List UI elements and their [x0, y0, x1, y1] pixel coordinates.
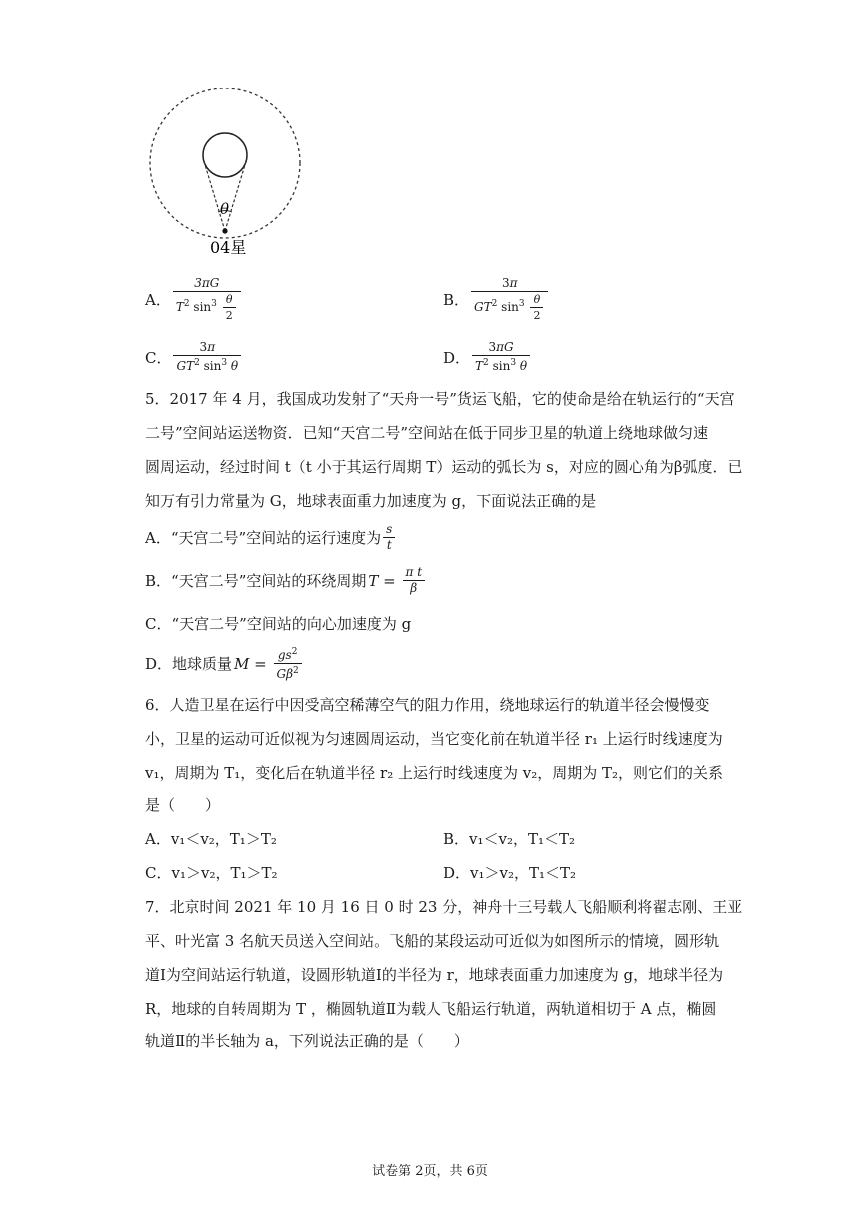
q7-line-3: 道Ⅰ为空间站运行轨道，设圆形轨道Ⅰ的半径为 r，地球表面重力加速度为 g，地球半径为	[145, 966, 724, 984]
q7-line-1: 7．北京时间 2021 年 10 月 16 日 0 时 23 分，神舟十三号载人飞船顺利将翟志刚、王亚	[145, 898, 743, 916]
q5-line-4: 知万有引力常量为 G，地球表面重力加速度为 g，下面说法正确的是	[145, 492, 597, 510]
planet-circle	[203, 133, 247, 177]
q7-line-5: 轨道Ⅱ的半长轴为 a，下列说法正确的是（ ）	[145, 1032, 469, 1050]
q6-line-4: 是（ ）	[145, 796, 221, 814]
tangent-line-left	[203, 158, 225, 231]
q5-option-b[interactable]: B．“天宫二号”空间站的环绕周期 T = $\frac{\text{π t}}{\beta}$	[145, 565, 427, 596]
orbit-figure	[140, 88, 310, 263]
q4-a-fraction: 3πG $T^2$ $\sin^3$ $\frac{\theta}{2}$	[173, 276, 241, 323]
q6-option-a[interactable]: A．v₁＜v₂，T₁＞T₂	[145, 830, 277, 848]
q4-option-d[interactable]: D． $\frac{3\pi G}{T^2 \sin^3 \theta}$	[443, 340, 532, 374]
q4-option-b[interactable]: B． 3π $GT^2$ $\sin^3$ $\frac{\theta}{2}$	[443, 276, 550, 323]
q4-option-c[interactable]: C． $\frac{3\pi}{GT^2 \sin^3 \theta}$	[145, 340, 243, 374]
q5-line-2: 二号”空间站运送物资．已知“天宫二号”空间站在低于同步卫星的轨道上绕地球做匀速	[145, 424, 709, 442]
q5-b-fraction: $\frac{\text{π t}}{\beta}$	[403, 565, 426, 596]
q5-option-c[interactable]: C．“天宫二号”空间站的向心加速度为 g	[145, 615, 412, 633]
q4-c-fraction: $\frac{3\pi}{GT^2 \sin^3 \theta}$	[173, 340, 241, 374]
q6-option-b[interactable]: B．v₁＜v₂，T₁＜T₂	[443, 830, 576, 848]
q5-line-1: 5．2017 年 4 月，我国成功发射了“天舟一号”货运飞船，它的使命是给在轨运行的“天宫	[145, 390, 735, 408]
theta-label: θ	[220, 200, 230, 218]
q6-line-1: 6．人造卫星在运行中因受高空稀薄空气的阻力作用，绕地球运行的轨道半径会慢慢变	[145, 696, 710, 714]
q4-b-fraction: 3π $GT^2$ $\sin^3$ $\frac{\theta}{2}$	[471, 276, 548, 323]
q6-line-2: 小，卫星的运动可近似视为匀速圆周运动，当它变化前在轨道半径 r₁ 上运行时线速度为	[145, 730, 723, 748]
q5-option-a[interactable]: A．“天宫二号”空间站的运行速度为 $\frac{s}{t}$	[145, 522, 397, 553]
satellite-dot	[222, 228, 227, 233]
page-footer: 试卷第 2页，共 6页	[372, 1164, 488, 1179]
q6-line-3: v₁，周期为 T₁，变化后在轨道半径 r₂ 上运行时线速度为 v₂，周期为 T₂，则它们的关系	[145, 764, 724, 782]
satellite-label: 04星	[210, 238, 247, 257]
q7-line-2: 平、叶光富 3 名航天员送入空间站。飞船的某段运动可近似为如图所示的情境，圆形轨	[145, 932, 720, 950]
q6-option-d[interactable]: D．v₁＞v₂，T₁＜T₂	[443, 864, 577, 882]
q5-a-fraction: $\frac{s}{t}$	[383, 522, 395, 553]
q5-option-d[interactable]: D．地球质量 M = $\frac{gs^2}{G\beta^2}$	[145, 645, 304, 682]
q6-option-c[interactable]: C．v₁＞v₂，T₁＞T₂	[145, 864, 278, 882]
q4-d-fraction: $\frac{3\pi G}{T^2 \sin^3 \theta}$	[472, 340, 530, 374]
q5-line-3: 圆周运动，经过时间 t（t 小于其运行周期 T）运动的弧长为 s，对应的圆心角为β弧度．已	[145, 458, 743, 476]
tangent-line-right	[225, 158, 247, 231]
q4-option-a[interactable]: A． 3πG $T^2$ $\sin^3$ $\frac{\theta}{2}$	[145, 276, 243, 323]
q7-line-4: R，地球的自转周期为 T ，椭圆轨道Ⅱ为载人飞船运行轨道，两轨道相切于 A 点，椭圆	[145, 1000, 717, 1018]
q5-d-fraction: $\frac{gs^2}{G\beta^2}$	[274, 645, 302, 682]
